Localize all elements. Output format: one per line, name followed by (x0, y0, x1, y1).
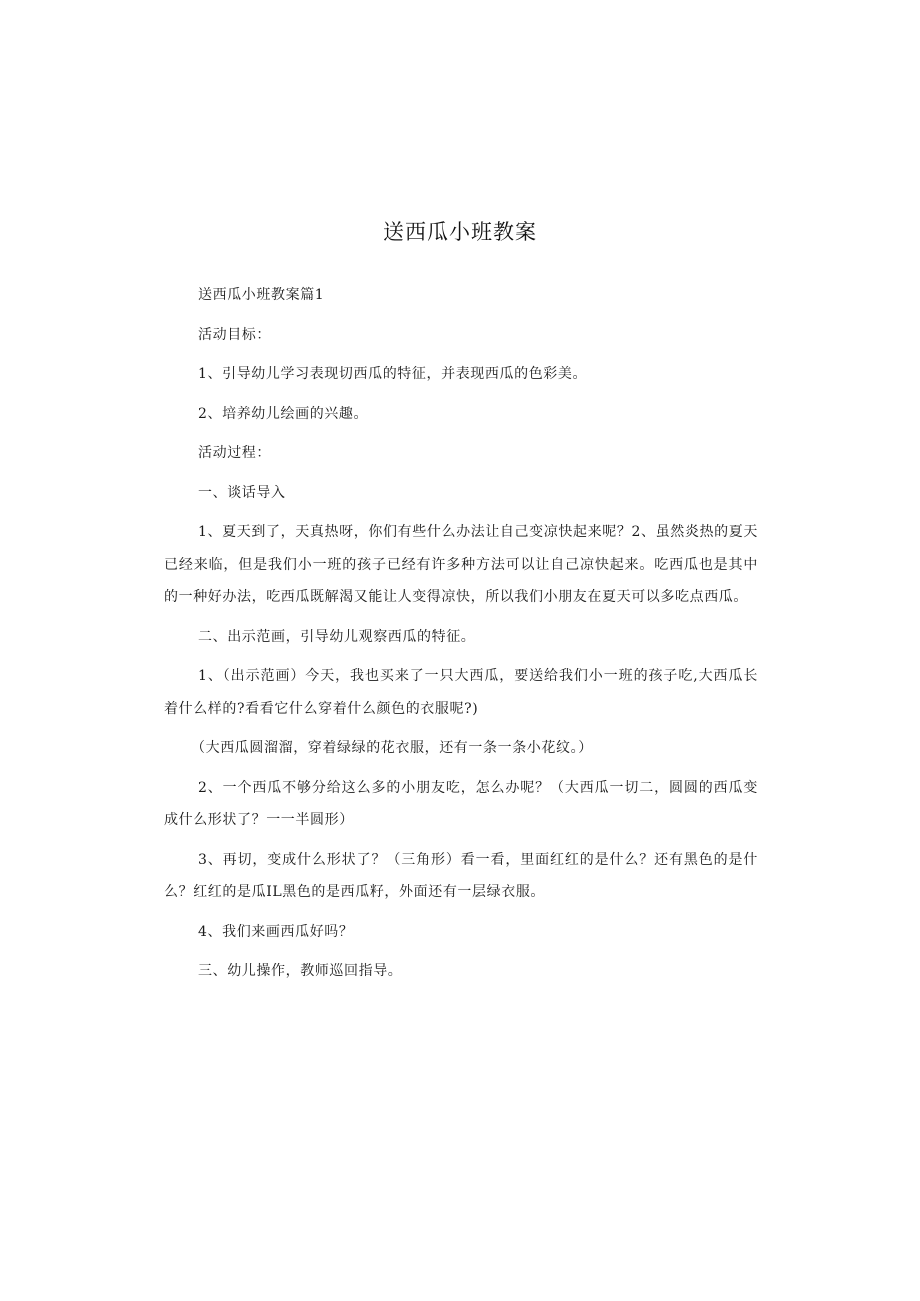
paragraph: 1、夏天到了，天真热呀，你们有些什么办法让自己变凉快起来呢？2、虽然炎热的夏天已经来临，但是我们小一班的孩子已经有许多种方法可以让自己凉快起来。吃西瓜也是其中的一种好办法，吃西瓜既解渴又能让人变得凉快，所以我们小朋友在夏天可以多吃点西瓜。 (164, 524, 758, 605)
paragraph: 活动目标： (198, 326, 271, 343)
section-heading: 送西瓜小班教案篇1 (198, 287, 325, 303)
paragraph: 1、（出示范画）今天，我也买来了一只大西瓜，要送给我们小一班的孩子吃,大西瓜长着什么样的?看看它什么穿着什么颜色的衣服呢?) (164, 668, 758, 717)
paragraph: （大西瓜圆溜溜，穿着绿绿的花衣服，还有一条一条小花纹。） (191, 740, 593, 756)
paragraph: 一、谈话导入 (198, 484, 286, 501)
paragraph: 4、我们来画西瓜好吗？ (198, 923, 354, 940)
document-body (164, 279, 758, 995)
paragraph: 2、一个西瓜不够分给这么多的小朋友吃，怎么办呢？（大西瓜一切二，圆圆的西瓜变成什么形状了？一一半圆形） (164, 779, 758, 828)
paragraph: 三、幼儿操作，教师巡回指导。 (198, 963, 403, 979)
paragraph: 2、培养幼儿绘画的兴趣。 (198, 405, 369, 422)
paragraph: 1、引导幼儿学习表现切西瓜的特征，并表现西瓜的色彩美。 (198, 366, 588, 382)
paragraph: 活动过程： (198, 445, 271, 461)
paragraph: 二、出示范画，引导幼儿观察西瓜的特征。 (198, 628, 476, 645)
document-title: 送西瓜小班教案 (383, 220, 537, 244)
paragraph: 3、再切，变成什么形状了？（三角形）看一看，里面红红的是什么？还有黑色的是什么？红红的是瓜IL黑色的是西瓜籽，外面还有一层绿衣服。 (164, 851, 758, 900)
